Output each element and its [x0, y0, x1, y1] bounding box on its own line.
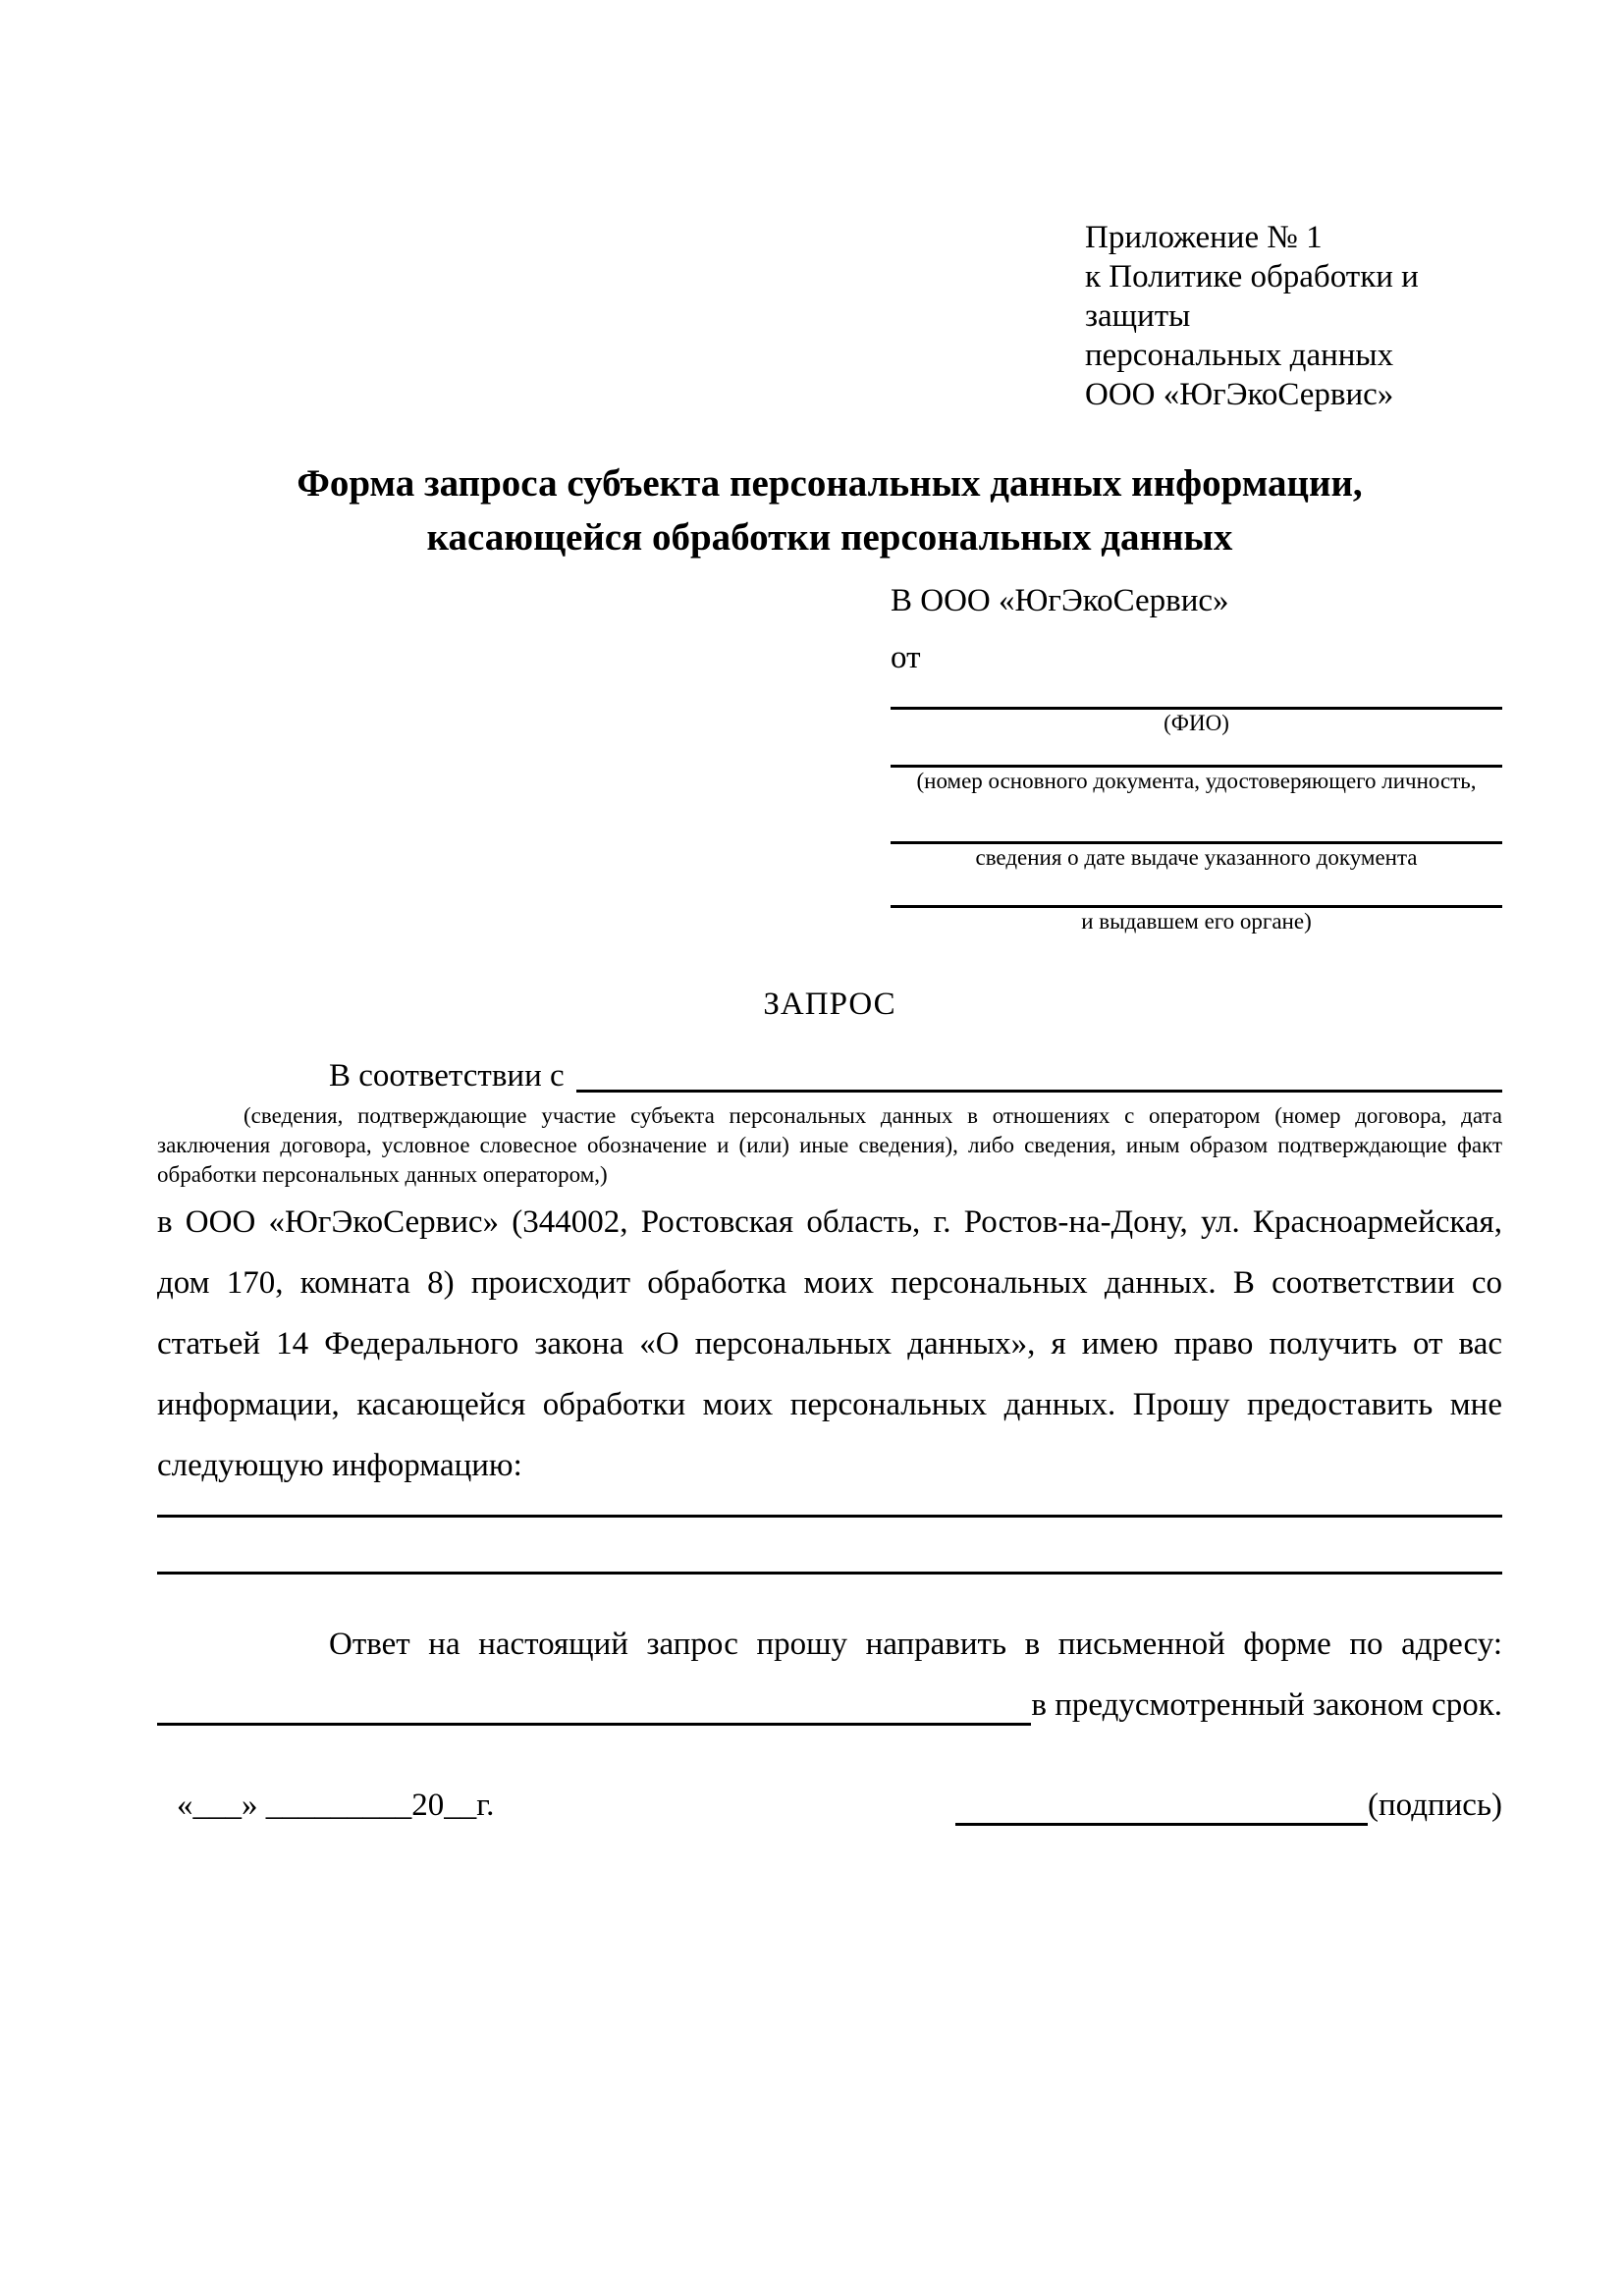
form-title	[157, 456, 1502, 564]
intro-line	[157, 1056, 1502, 1095]
intro-lead-text: В соответствии с	[329, 1058, 565, 1094]
answer-tail-text: в предусмотренный законом срок.	[1031, 1687, 1502, 1723]
issue-date-caption: сведения о дате выдаче указанного документа	[975, 845, 1418, 870]
issuing-authority-blank-line	[891, 872, 1502, 908]
form-title-line: касающейся обработки персональных данных	[426, 516, 1233, 559]
addressee-block	[891, 581, 1502, 935]
info-blank-line-2	[157, 1518, 1502, 1575]
appendix-line: ООО «ЮгЭкоСервис»	[1085, 377, 1394, 412]
answer-paragraph: Ответ на настоящий запрос прошу направить в письменной форме по адресу:	[329, 1627, 1502, 1662]
address-blank-line	[157, 1675, 1031, 1726]
document-number-blank-line	[891, 737, 1502, 768]
info-blank-line-1	[157, 1496, 1502, 1518]
appendix-line: персональных данных	[1085, 338, 1394, 373]
body-paragraph: в ООО «ЮгЭкоСервис» (344002, Ростовская область, г. Ростов-на-Дону, ул. Красноармейская, дом 170, комната 8) происходит обработка моих персональных данных. В соответствии со статьей 14 Федерального закона «О персональных данных», я имею право получить от вас информации, касающейся обработки моих персональных данных. Прошу предоставить мне следующую информацию:	[157, 1204, 1502, 1483]
address-line	[157, 1675, 1502, 1735]
signature-area	[955, 1775, 1502, 1836]
fio-caption: (ФИО)	[1164, 711, 1229, 735]
basis-footnote: (сведения, подтверждающие участие субъекта персональных данных в отношениях с оператором (номер договора, дата заключения договора, условное словесное обозначение и (или) иные сведения), либо сведения, иным образом подтверждающие факт обработки персональных данных оператором,)	[157, 1103, 1502, 1187]
appendix-line: Приложение № 1	[1085, 220, 1323, 255]
signature-row	[157, 1775, 1502, 1836]
fio-blank-line	[891, 677, 1502, 710]
date-line: «___» _________20__г.	[177, 1788, 495, 1823]
issue-date-blank-line	[891, 795, 1502, 844]
signature-caption: (подпись)	[1368, 1788, 1502, 1823]
request-heading: ЗАПРОС	[763, 987, 896, 1022]
appendix-header	[1085, 218, 1502, 414]
document-number-caption: (номер основного документа, удостоверяющего личность,	[916, 769, 1477, 793]
form-title-line: Форма запроса субъекта персональных данных информации,	[297, 462, 1363, 505]
signature-blank-line	[955, 1775, 1368, 1826]
addressee-to: В ООО «ЮгЭкоСервис»	[891, 583, 1229, 618]
issuing-authority-caption: и выдавшем его органе)	[1081, 909, 1312, 934]
addressee-from-label: от	[891, 640, 921, 675]
appendix-line: к Политике обработки и защиты	[1085, 259, 1419, 334]
basis-blank-line	[576, 1056, 1502, 1093]
